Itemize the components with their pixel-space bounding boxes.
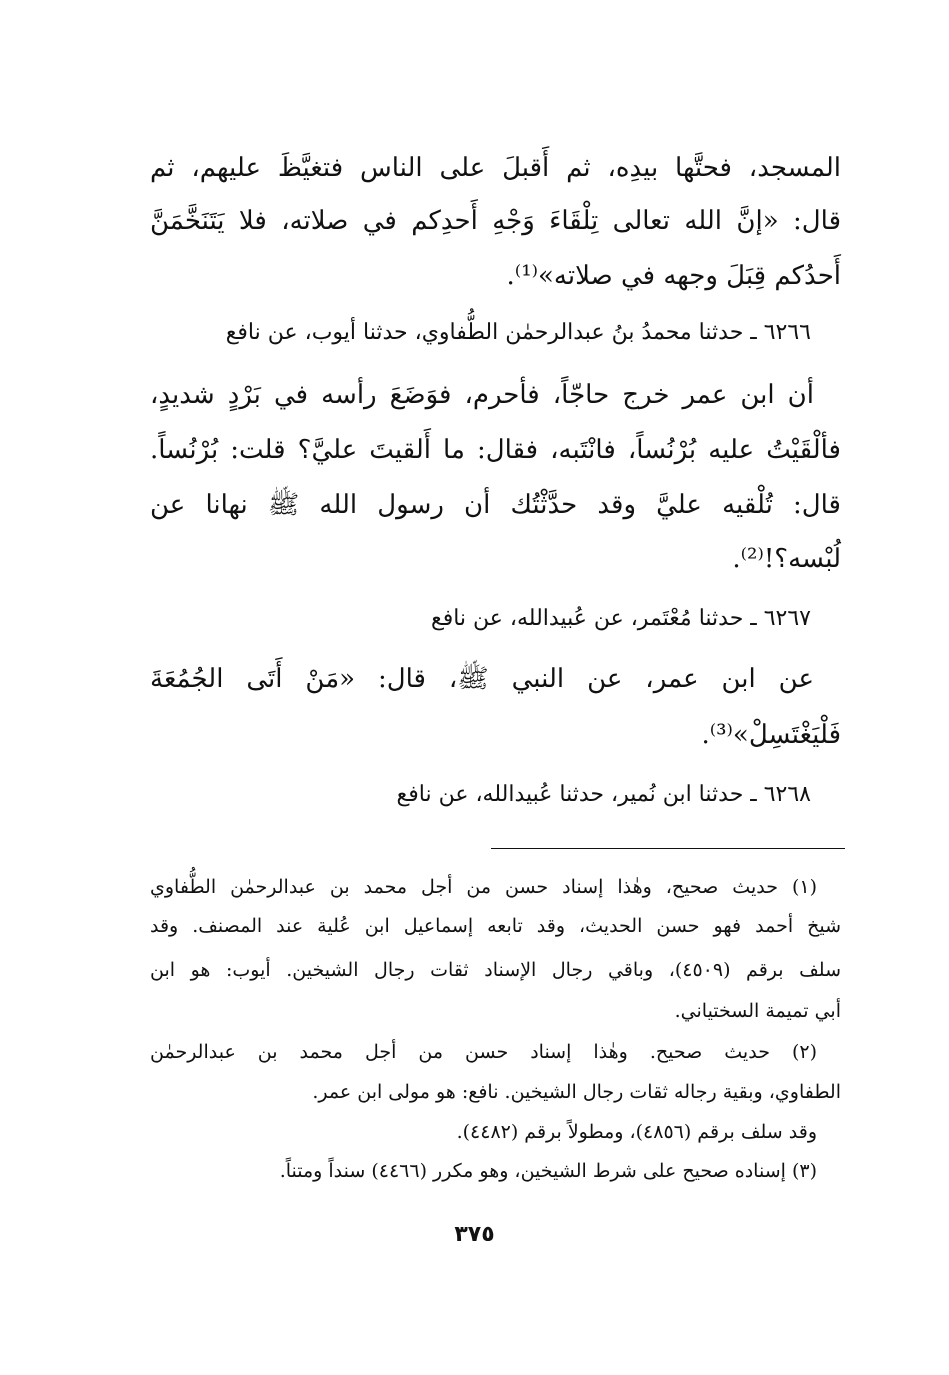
- hadith-chain-6267: ٦٢٦٧ ـ حدثنا مُعْتَمر، عن عُبيدالله، عن نافع: [430, 606, 811, 631]
- text-line: أَحدُكم قِبَلَ وجهه في صلاته»⁽¹⁾.: [506, 261, 841, 291]
- hadith-chain-6266: ٦٢٦٦ ـ حدثنا محمدُ بنُ عبدالرحمٰن الطُّفاوي، حدثنا أيوب، عن نافع: [225, 320, 811, 345]
- text-line: عن ابن عمر، عن النبي ﷺ، قال: «مَنْ أَتَى الجُمُعَةَ: [150, 664, 814, 694]
- footnote-line: وقد سلف برقم (٤٨٥٦)، ومطولاً برقم (٤٤٨٢).: [456, 1121, 817, 1143]
- footnote-line: شيخ أحمد فهو حسن الحديث، وقد تابعه إسماعيل ابن عُلية عند المصنف. وقد: [150, 915, 841, 937]
- footnote-line: (١) حديث صحيح، وهٰذا إسناد حسن من أجل محمد بن عبدالرحمٰن الطُّفاوي: [150, 876, 817, 898]
- text-line: المسجد، فحتَّها بيدِه، ثم أَقبلَ على الناس فتغيَّظَ عليهم، ثم: [150, 153, 841, 183]
- footnote-line: الطفاوي، وبقية رجاله ثقات رجال الشيخين. نافع: هو مولى ابن عمر.: [312, 1081, 841, 1103]
- footnote-line: (٢) حديث صحيح. وهٰذا إسناد حسن من أجل محمد بن عبدالرحمٰن: [150, 1041, 817, 1063]
- text-line: فَلْيَغْتَسِلْ»⁽³⁾.: [701, 720, 841, 750]
- text-line: قال: «إنَّ الله تعالى تِلْقَاءَ وَجْهِ أَحدِكم في صلاته، فلا يَتَنَخَّمَنَّ: [150, 206, 841, 236]
- footnote-line: (٣) إسناده صحيح على شرط الشيخين، وهو مكرر (٤٤٦٦) سنداً ومتناً.: [279, 1160, 817, 1182]
- hadith-chain-6268: ٦٢٦٨ ـ حدثنا ابن نُمير، حدثنا عُبيدالله، عن نافع: [396, 782, 811, 807]
- text-line: قال: تُلْقيه عليَّ وقد حدَّثْتُك أن رسول الله ﷺ نهانا عن: [150, 490, 841, 520]
- footnote-divider: [491, 848, 845, 849]
- text-line: فألْقَيْتُ عليه بُرْنُساً، فانْتَبه، فقال: ما أَلقيتَ عليَّ؟ قلت: بُرْنُساً.: [150, 435, 841, 465]
- text-line: لُبْسه؟!⁽²⁾.: [732, 544, 841, 574]
- footnote-line: أبي تميمة السختياني.: [674, 1000, 841, 1022]
- text-line: أن ابن عمر خرج حاجّاً، فأحرم، فوَضَعَ رأسه في بَرْدٍ شديدٍ،: [150, 380, 814, 410]
- footnote-line: سلف برقم (٤٥٠٩)، وباقي رجال الإسناد ثقات رجال الشيخين. أيوب: هو ابن: [150, 959, 842, 981]
- page-number: ٣٧٥: [454, 1222, 495, 1247]
